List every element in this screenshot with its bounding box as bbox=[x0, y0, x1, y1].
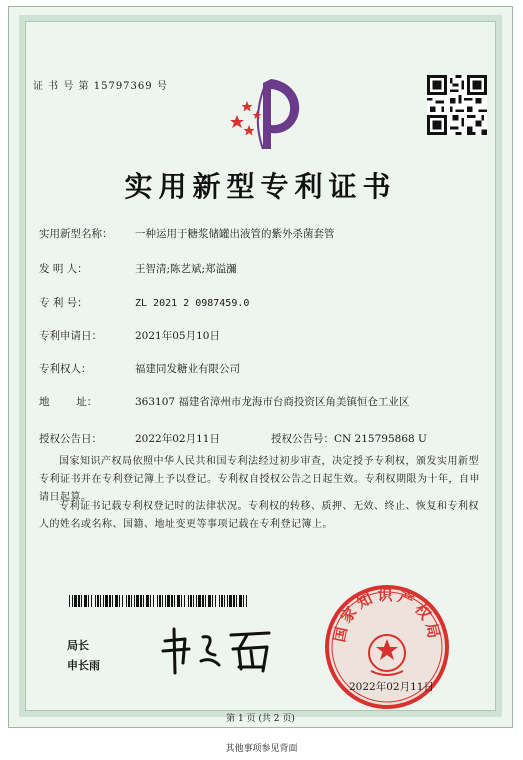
grant-date-row bbox=[39, 431, 220, 447]
certificate-number-suffix: 号 bbox=[156, 81, 168, 92]
inventor-row bbox=[39, 261, 237, 277]
barcode-icon bbox=[69, 595, 249, 607]
certificate bbox=[8, 6, 513, 728]
inventor-label: 发 明 人： bbox=[39, 263, 88, 275]
filing-date-label: 专利申请日： bbox=[39, 330, 102, 342]
seal-date: 2022年02月11日 bbox=[349, 681, 434, 693]
grant-statement-paragraph: 国家知识产权局依照中华人民共和国专利法经过初步审查，决定授予专利权，颁发实用新型专利证书并在专利登记簿上予以登记。专利权自授权公告之日起生效。专利权期限为十年，自申请日起算。 bbox=[39, 456, 480, 503]
patentee-value: 福建同发糖业有限公司 bbox=[135, 363, 240, 375]
patentee-row bbox=[39, 361, 240, 377]
legal-status-paragraph: 专利证书记载专利权登记时的法律状况。专利权的转移、质押、无效、终止、恢复和专利权人的姓名或名称、国籍、地址变更等事项记载在专利登记簿上。 bbox=[39, 501, 479, 530]
grant-date-label: 授权公告日： bbox=[39, 433, 102, 445]
patent-number-row bbox=[39, 295, 249, 312]
address-label: 地 址： bbox=[39, 396, 98, 408]
signatory-name: 申长雨 bbox=[67, 659, 100, 672]
certificate-number bbox=[33, 77, 168, 92]
grant-number-label: 授权公告号： bbox=[271, 433, 334, 445]
filing-date-row bbox=[39, 328, 220, 344]
filing-date-value: 2021年05月10日 bbox=[135, 330, 220, 342]
certificate-title: 实用新型专利证书 bbox=[124, 170, 397, 203]
signatory-title: 局长 bbox=[67, 639, 89, 652]
patent-number-value: ZL 2021 2 0987459.0 bbox=[135, 298, 250, 309]
certificate-number-label: 证 书 号 第 bbox=[33, 81, 90, 92]
page-indicator: 第 1 页 (共 2 页) bbox=[226, 714, 295, 724]
grant-number-row bbox=[271, 431, 427, 446]
grant-date-value: 2022年02月11日 bbox=[135, 433, 220, 445]
grant-number-value: CN 215795868 U bbox=[334, 433, 427, 445]
address-value: 363107 福建省漳州市龙海市台商投资区角美镇恒仓工业区 bbox=[135, 396, 410, 408]
utility-model-name-value: 一种运用于糖浆储罐出液管的紫外杀菌套管 bbox=[135, 228, 335, 240]
certificate-number-value: 15797369 bbox=[93, 81, 153, 92]
utility-model-name-label: 实用新型名称： bbox=[39, 228, 113, 240]
patentee-label: 专利权人： bbox=[39, 363, 92, 375]
inventor-value: 王智清;陈艺斌;郑溢瀰 bbox=[135, 263, 237, 275]
qr-code-icon bbox=[427, 75, 487, 135]
utility-model-name-row bbox=[39, 226, 335, 242]
patent-number-label: 专 利 号： bbox=[39, 297, 88, 309]
svg-text:国家知识产权局: 国家知识产权局 bbox=[330, 586, 444, 644]
handwritten-signature-icon bbox=[159, 627, 279, 677]
cnipa-emblem-icon bbox=[227, 75, 309, 153]
footer-note: 其他事项参见背面 bbox=[225, 744, 298, 754]
